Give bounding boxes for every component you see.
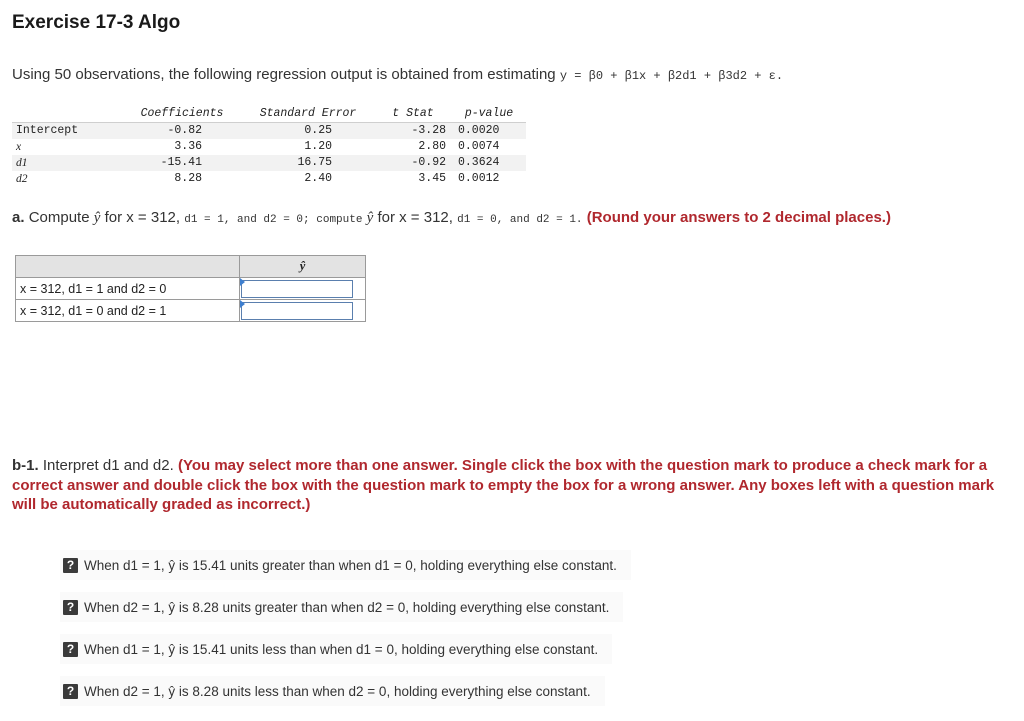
- regression-header-row: [12, 106, 526, 123]
- option-text: When d1 = 1, ŷ is 15.41 units greater than when d1 = 0, holding everything else constant.: [84, 557, 617, 573]
- part-a-condition-2: d1 = 0, and d2 = 1.: [457, 214, 583, 226]
- answer-header-yhat: ŷ: [240, 256, 366, 278]
- part-a-label: a.: [12, 209, 25, 226]
- answer-cell: [240, 278, 366, 300]
- yhat-symbol: ŷ: [93, 210, 101, 226]
- answer-option-1[interactable]: [60, 550, 631, 580]
- part-b1-instruction: (You may select more than one answer. Single click the box with the question mark to produce a check mark for a correct answer and double click the box with the question mark to empty the box for a wrong answer. Any boxes left with a question mark will be automatically graded as incorrect.): [12, 457, 995, 513]
- answer-option-4[interactable]: [60, 676, 605, 706]
- header-t-stat: t Stat: [374, 106, 452, 123]
- table-row: [12, 171, 526, 187]
- question-mark-checkbox[interactable]: ?: [63, 558, 78, 573]
- answer-row-label: x = 312, d1 = 1 and d2 = 0: [16, 278, 240, 300]
- question-mark-checkbox[interactable]: ?: [63, 642, 78, 657]
- table-row: [16, 300, 366, 322]
- p-cell: 0.0020: [452, 123, 526, 140]
- coef-cell: -15.41: [122, 155, 242, 171]
- exercise-title: Exercise 17-3 Algo: [12, 12, 181, 33]
- header-p-value: p-value: [452, 106, 526, 123]
- header-coefficients: Coefficients: [122, 106, 242, 123]
- answer-header-row: [16, 256, 366, 278]
- part-b1-label: b-1.: [12, 457, 39, 474]
- yhat-answer-input-1[interactable]: [241, 280, 353, 298]
- intro-sentence: Using 50 observations, the following regression output is obtained from estimating: [12, 66, 556, 83]
- se-cell: 2.40: [304, 172, 332, 185]
- answer-header-blank: [16, 256, 240, 278]
- table-row: [16, 278, 366, 300]
- yhat-answer-input-2[interactable]: [241, 302, 353, 320]
- question-mark-checkbox[interactable]: ?: [63, 600, 78, 615]
- part-a-x-value-2: for x = 312,: [377, 209, 453, 226]
- part-a-compute: Compute: [28, 209, 90, 226]
- t-cell: 2.80: [418, 140, 446, 153]
- header-standard-error: Standard Error: [242, 106, 374, 123]
- yhat-symbol: ŷ: [366, 210, 374, 226]
- flag-icon: [240, 300, 245, 308]
- part-b1-text: Interpret d1 and d2.: [42, 457, 174, 474]
- answer-row-label: x = 312, d1 = 0 and d2 = 1: [16, 300, 240, 322]
- row-label: d1: [12, 155, 122, 171]
- part-a-x-value-1: for x = 312,: [104, 209, 181, 226]
- regression-output-table: [12, 106, 526, 187]
- t-cell: -0.92: [374, 155, 452, 171]
- flag-icon: [240, 278, 245, 286]
- answer-option-3[interactable]: [60, 634, 612, 664]
- model-equation: y = β0 + β1x + β2d1 + β3d2 + ε.: [559, 69, 784, 83]
- se-cell: 1.20: [304, 140, 332, 153]
- row-label: x: [16, 141, 22, 153]
- t-cell: 3.45: [418, 172, 446, 185]
- option-text: When d2 = 1, ŷ is 8.28 units less than when d2 = 0, holding everything else constant.: [84, 683, 591, 699]
- table-row: [12, 155, 526, 171]
- question-mark-checkbox[interactable]: ?: [63, 684, 78, 699]
- answer-option-2[interactable]: [60, 592, 623, 622]
- answer-table: [15, 255, 366, 322]
- p-cell: 0.0012: [458, 172, 500, 185]
- answer-cell: [240, 300, 366, 322]
- se-cell: 0.25: [242, 123, 374, 140]
- t-cell: -3.28: [374, 123, 452, 140]
- option-text: When d1 = 1, ŷ is 15.41 units less than when d1 = 0, holding everything else constant.: [84, 641, 599, 657]
- p-cell: 0.3624: [452, 155, 526, 171]
- round-instruction: (Round your answers to 2 decimal places.): [586, 209, 891, 226]
- table-row: [12, 123, 526, 140]
- coef-cell: 8.28: [174, 172, 202, 185]
- row-label: Intercept: [12, 123, 122, 140]
- header-blank: [12, 106, 122, 123]
- part-a-condition-1: d1 = 1, and d2 = 0; compute: [184, 214, 363, 226]
- p-cell: 0.0074: [458, 140, 500, 153]
- coef-cell: 3.36: [174, 140, 202, 153]
- part-a-question: [12, 209, 891, 227]
- option-text: When d2 = 1, ŷ is 8.28 units greater than when d2 = 0, holding everything else constant.: [84, 599, 610, 615]
- table-row: [12, 139, 526, 155]
- row-label: d2: [16, 173, 28, 185]
- intro-text: [12, 66, 783, 83]
- part-b1-question: [12, 456, 1002, 515]
- se-cell: 16.75: [242, 155, 374, 171]
- coef-cell: -0.82: [122, 123, 242, 140]
